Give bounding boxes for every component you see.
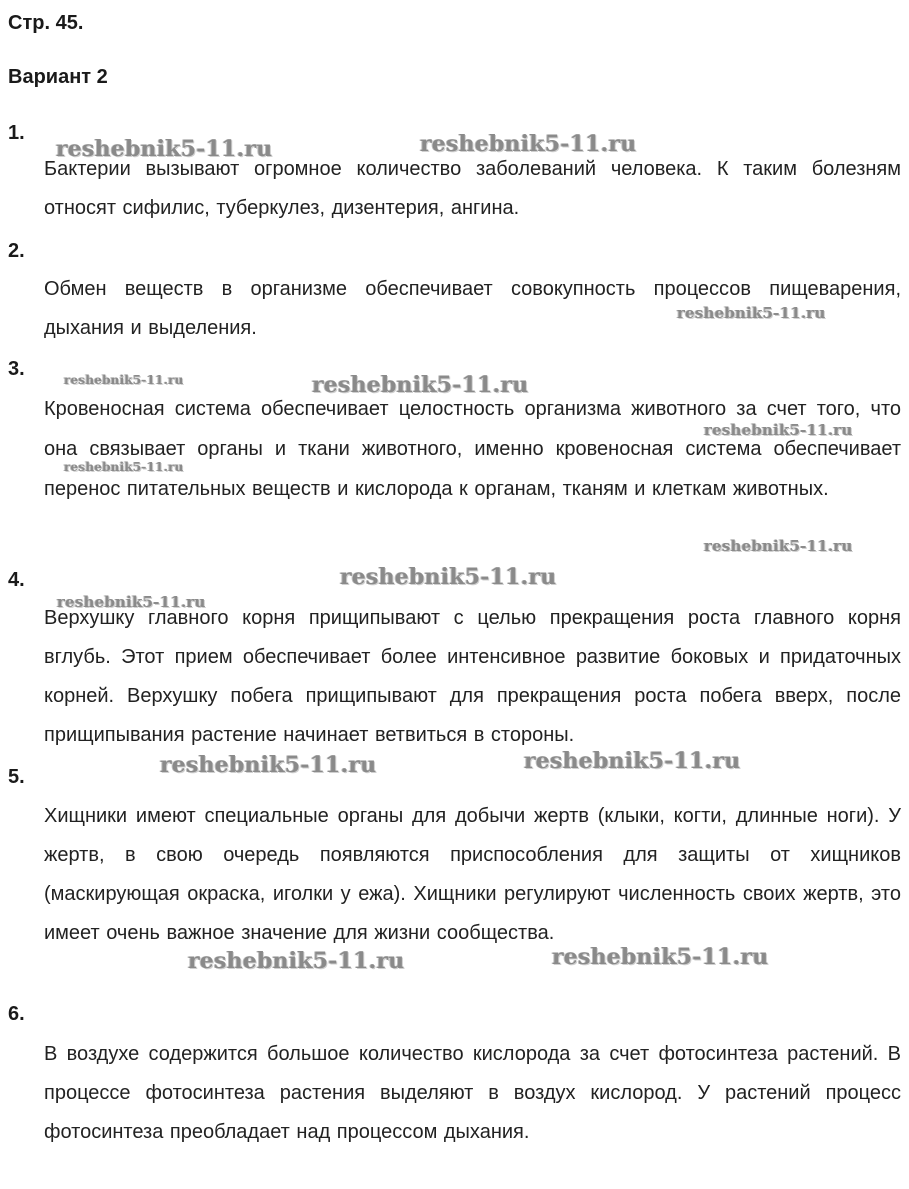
answer-text: Обмен веществ в организме обеспечивает совокупность процессов пищеварения, дыхания и выделения. — [44, 278, 901, 339]
question-number: 5. — [8, 766, 25, 788]
watermark: reshebnik5-11.ru — [188, 948, 405, 974]
watermark: reshebnik5-11.ru — [160, 752, 377, 778]
question-number: 2. — [8, 240, 25, 262]
watermark: reshebnik5-11.ru — [552, 944, 769, 970]
watermark: reshebnik5-11.ru — [704, 421, 853, 439]
watermark: reshebnik5-11.ru — [420, 131, 637, 157]
watermark: reshebnik5-11.ru — [57, 593, 206, 611]
watermark: reshebnik5-11.ru — [677, 304, 826, 322]
variant-heading: Вариант 2 — [8, 66, 108, 88]
answer-text: Бактерии вызывают огромное количество заболеваний человека. К таким болезням относят сифилис, туберкулез, дизентерия, ангина. — [44, 158, 901, 219]
question-number: 6. — [8, 1003, 25, 1025]
answer-text: В воздухе содержится большое количество кислорода за счет фотосинтеза растений. В процессе фотосинтеза растения выделяют в воздух кислород. У растений процесс фотосинтеза преобладает над процессом дыхания. — [44, 1043, 901, 1143]
question-number: 3. — [8, 358, 25, 380]
watermark: reshebnik5-11.ru — [312, 372, 529, 398]
watermark: reshebnik5-11.ru — [64, 373, 184, 387]
watermark: reshebnik5-11.ru — [704, 537, 853, 555]
page-title: Стр. 45. — [8, 12, 84, 34]
answer-text: Хищники имеют специальные органы для добычи жертв (клыки, когти, длинные ноги). У жертв, в свою очередь появляются приспособления для защиты от хищников (маскирующая окраска, иголки у ежа). Хищники регулируют численность своих жертв, это имеет очень важное значение для жизни сообщества. — [44, 805, 901, 944]
answer-text: Кровеносная система обеспечивает целостность организма животного за счет того, что она связывает органы и ткани животного, именно кровеносная система обеспечивает перенос питательных веществ и кислорода к органам, тканям и клеткам животных. — [44, 398, 901, 500]
question-number: 4. — [8, 569, 25, 591]
watermark: reshebnik5-11.ru — [64, 460, 184, 474]
watermark: reshebnik5-11.ru — [524, 748, 741, 774]
watermark: reshebnik5-11.ru — [56, 136, 273, 162]
watermark: reshebnik5-11.ru — [340, 564, 557, 590]
question-number: 1. — [8, 122, 25, 144]
answer-text: Верхушку главного корня прищипывают с целью прекращения роста главного корня вглубь. Этот прием обеспечивает более интенсивное развитие боковых и придаточных корней. Верхушку побега прищипывают для прекращения роста побега вверх, после прищипывания растение начинает ветвиться в стороны. — [44, 607, 901, 746]
